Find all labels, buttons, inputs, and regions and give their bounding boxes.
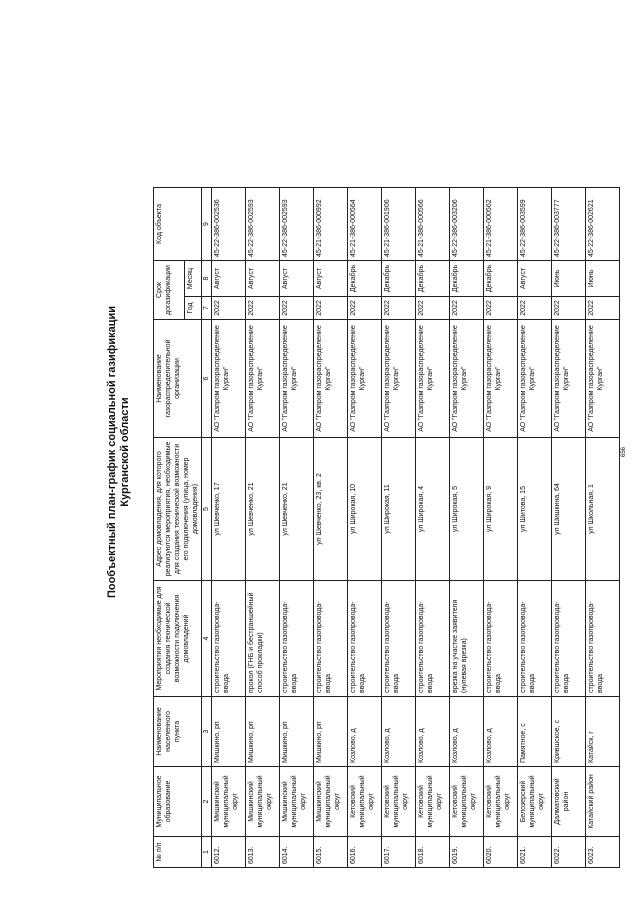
column-number: 7 xyxy=(202,297,212,320)
table-row xyxy=(586,188,620,868)
object-code-cell: 45-22-386-003599 xyxy=(518,188,552,261)
row-number-cell: 6013. xyxy=(246,837,280,868)
organization-cell: АО "Газпром газораспределение Курган" xyxy=(382,320,416,438)
year-cell: 2022 xyxy=(450,297,484,320)
gasification-table xyxy=(153,187,620,868)
table-row xyxy=(450,188,484,868)
year-cell: 2022 xyxy=(348,297,382,320)
measure-cell: строительство газопровода-ввода xyxy=(382,581,416,697)
month-cell: Декабрь xyxy=(450,261,484,297)
month-cell: Декабрь xyxy=(416,261,450,297)
object-code-cell: 45-22-386-003206 xyxy=(450,188,484,261)
table-row xyxy=(280,188,314,868)
organization-cell: АО "Газпром газораспределение Курган" xyxy=(212,320,246,438)
object-code-cell: 45-21-386-000564 xyxy=(348,188,382,261)
column-number: 1 xyxy=(202,837,212,868)
year-cell: 2022 xyxy=(280,297,314,320)
organization-cell: АО "Газпром газораспределение Курган" xyxy=(416,320,450,438)
address-cell: ул Широкая, 10 xyxy=(348,438,382,581)
municipality-cell: Кетовский муниципальный округ xyxy=(416,767,450,837)
settlement-cell: Мишкино, рп xyxy=(246,697,280,767)
measure-cell: строительство газопровода-ввода xyxy=(416,581,450,697)
measure-cell: строительство газопровода-ввода xyxy=(552,581,586,697)
month-cell: Август xyxy=(518,261,552,297)
year-cell: 2022 xyxy=(212,297,246,320)
settlement-cell: Мишкино, рп xyxy=(314,697,348,767)
settlement-cell: Мишкино, рп xyxy=(212,697,246,767)
organization-cell: АО "Газпром газораспределение Курган" xyxy=(246,320,280,438)
organization-cell: АО "Газпром газораспределение Курган" xyxy=(280,320,314,438)
month-cell: Декабрь xyxy=(382,261,416,297)
organization-cell: АО "Газпром газораспределение Курган" xyxy=(484,320,518,438)
measure-cell: строительство газопровода-ввода xyxy=(586,581,620,697)
month-cell: Август xyxy=(212,261,246,297)
address-cell: ул Широкая, 9 xyxy=(484,438,518,581)
header-address: Адрес домовладения, для которого реализуются мероприятия, необходимые для создания технической возможности его подключения (улица, номер домовладения) xyxy=(154,438,202,581)
year-cell: 2022 xyxy=(382,297,416,320)
measure-cell: строительство газопровода-ввода xyxy=(484,581,518,697)
row-number-cell: 6023. xyxy=(586,837,620,868)
organization-cell: АО "Газпром газораспределение Курган" xyxy=(586,320,620,438)
year-cell: 2022 xyxy=(586,297,620,320)
object-code-cell: 45-22-386-002536 xyxy=(212,188,246,261)
title-line-1: Пообъектный план-график социальной газификации xyxy=(106,305,118,599)
table-row xyxy=(348,188,382,868)
measure-cell: строительство газопровода-ввода xyxy=(314,581,348,697)
municipality-cell: Кетовский муниципальный округ xyxy=(450,767,484,837)
settlement-cell: Памятное, с xyxy=(518,697,552,767)
month-cell: Декабрь xyxy=(484,261,518,297)
month-cell: Июнь xyxy=(586,261,620,297)
measure-cell: строительство газопровода-ввода xyxy=(280,581,314,697)
municipality-cell: Мишкинский муниципальный округ xyxy=(212,767,246,837)
year-cell: 2022 xyxy=(552,297,586,320)
address-cell: ул Шевченко, 21 xyxy=(280,438,314,581)
object-code-cell: 45-21-386-000566 xyxy=(416,188,450,261)
row-number-cell: 6015. xyxy=(314,837,348,868)
document-title xyxy=(42,26,131,878)
table-row xyxy=(518,188,552,868)
address-cell: ул Шишкина, 64 xyxy=(552,438,586,581)
address-cell: ул Широкая, 4 xyxy=(416,438,450,581)
municipality-cell: Мишкинский муниципальный округ xyxy=(246,767,280,837)
year-cell: 2022 xyxy=(246,297,280,320)
table-header xyxy=(154,188,212,868)
object-code-cell: 45-22-386-002593 xyxy=(246,188,280,261)
column-numbers-row xyxy=(202,188,212,868)
month-cell: Август xyxy=(280,261,314,297)
settlement-cell: Мишкино, рп xyxy=(280,697,314,767)
object-code-cell: 45-22-386-002621 xyxy=(586,188,620,261)
table-row xyxy=(246,188,280,868)
table-row xyxy=(382,188,416,868)
header-measures: Мероприятия необходимые для создания технической возможности подключения домовладений xyxy=(154,581,202,697)
settlement-cell: Козлово, д xyxy=(484,697,518,767)
row-number-cell: 6018. xyxy=(416,837,450,868)
table-row xyxy=(484,188,518,868)
row-number-cell: 6017. xyxy=(382,837,416,868)
header-object-code: Код объекта xyxy=(154,188,202,261)
address-cell: ул Школьная, 1 xyxy=(586,438,620,581)
organization-cell: АО "Газпром газораспределение Курган" xyxy=(450,320,484,438)
address-cell: ул Широкая, 5 xyxy=(450,438,484,581)
organization-cell: АО "Газпром газораспределение Курган" xyxy=(314,320,348,438)
measure-cell: строительство газопровода-ввода xyxy=(212,581,246,697)
measure-cell: прокол (ГНБ и бестраншейный способ прокладки) xyxy=(246,581,280,697)
table-body xyxy=(212,188,620,868)
title-line-2: Курганской области xyxy=(119,397,131,507)
address-cell: ул Шевченко, 23, кв. 2 xyxy=(314,438,348,581)
header-number: № п/п xyxy=(154,837,202,868)
measure-cell: строительство газопровода-ввода xyxy=(518,581,552,697)
header-deadline: Срок догазификации xyxy=(154,261,185,320)
rotated-page xyxy=(42,26,604,878)
settlement-cell: Козлово, д xyxy=(416,697,450,767)
settlement-cell: Козлово, д xyxy=(348,697,382,767)
address-cell: ул Широкая, 11 xyxy=(382,438,416,581)
settlement-cell: Крившское, с xyxy=(552,697,586,767)
column-number: 3 xyxy=(202,697,212,767)
object-code-cell: 45-22-386-003777 xyxy=(552,188,586,261)
year-cell: 2022 xyxy=(518,297,552,320)
municipality-cell: Кетовский муниципальный округ xyxy=(484,767,518,837)
table-row xyxy=(416,188,450,868)
column-number: 4 xyxy=(202,581,212,697)
object-code-cell: 45-21-386-000562 xyxy=(484,188,518,261)
municipality-cell: Далматовский район xyxy=(552,767,586,837)
organization-cell: АО "Газпром газораспределение Курган" xyxy=(348,320,382,438)
table-row xyxy=(212,188,246,868)
month-cell: Декабрь xyxy=(348,261,382,297)
row-number-cell: 6022. xyxy=(552,837,586,868)
municipality-cell: Мишкинский муниципальный округ xyxy=(280,767,314,837)
header-year: Год xyxy=(184,297,201,320)
month-cell: Август xyxy=(314,261,348,297)
row-number-cell: 6021. xyxy=(518,837,552,868)
address-cell: ул Шитова, 15 xyxy=(518,438,552,581)
row-number-cell: 6019. xyxy=(450,837,484,868)
page-number: 656 xyxy=(621,446,627,458)
object-code-cell: 45-22-386-002593 xyxy=(280,188,314,261)
organization-cell: АО "Газпром газораспределение Курган" xyxy=(552,320,586,438)
header-municipality: Муниципальное образование xyxy=(154,767,202,837)
table-row xyxy=(314,188,348,868)
address-cell: ул Шевченко, 21 xyxy=(246,438,280,581)
municipality-cell: Кетовский муниципальный округ xyxy=(348,767,382,837)
column-number: 2 xyxy=(202,767,212,837)
column-number: 9 xyxy=(202,188,212,261)
measure-cell: врезка на участке заявителя (нулевая врезка) xyxy=(450,581,484,697)
year-cell: 2022 xyxy=(416,297,450,320)
table-row xyxy=(552,188,586,868)
header-settlement: Наименование населенного пункта xyxy=(154,697,202,767)
column-number: 5 xyxy=(202,438,212,581)
organization-cell: АО "Газпром газораспределение Курган" xyxy=(518,320,552,438)
municipality-cell: Кетовский муниципальный округ xyxy=(382,767,416,837)
year-cell: 2022 xyxy=(314,297,348,320)
header-organization: Наименование газораспределительной организации xyxy=(154,320,202,438)
municipality-cell: Катайский район xyxy=(586,767,620,837)
address-cell: ул Шевченко, 17 xyxy=(212,438,246,581)
header-month: Месяц xyxy=(184,261,201,297)
row-number-cell: 6014. xyxy=(280,837,314,868)
column-number: 8 xyxy=(202,261,212,297)
settlement-cell: Козлово, д xyxy=(382,697,416,767)
settlement-cell: Катайск, г xyxy=(586,697,620,767)
column-number: 6 xyxy=(202,320,212,438)
year-cell: 2022 xyxy=(484,297,518,320)
row-number-cell: 6020. xyxy=(484,837,518,868)
municipality-cell: Белозерский муниципальный округ xyxy=(518,767,552,837)
month-cell: Август xyxy=(246,261,280,297)
row-number-cell: 6012. xyxy=(212,837,246,868)
settlement-cell: Козлово, д xyxy=(450,697,484,767)
month-cell: Июнь xyxy=(552,261,586,297)
municipality-cell: Мишкинский муниципальный округ xyxy=(314,767,348,837)
object-code-cell: 45-21-386-001906 xyxy=(382,188,416,261)
measure-cell: строительство газопровода-ввода xyxy=(348,581,382,697)
object-code-cell: 45-21-386-000992 xyxy=(314,188,348,261)
row-number-cell: 6016. xyxy=(348,837,382,868)
